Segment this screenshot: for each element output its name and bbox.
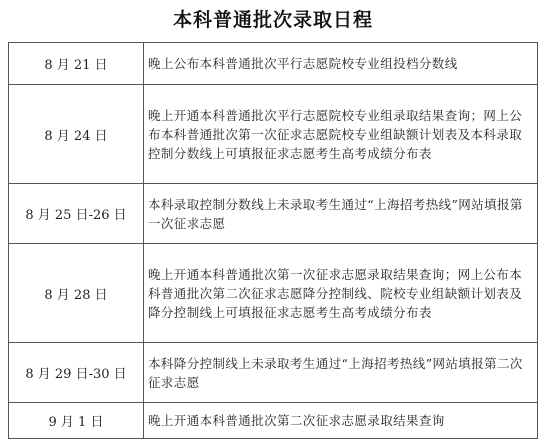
- description-cell: [144, 343, 538, 403]
- table-row: [9, 343, 538, 403]
- table-row: [9, 244, 538, 343]
- description-text: 晚上开通本科普通批次第二次征求志愿录取结果查询: [148, 413, 445, 428]
- description-text: 晚上公布本科普通批次平行志愿院校专业组投档分数线: [148, 56, 458, 71]
- description-text: 本科录取控制分数线上未录取考生通过“上海招考热线”网站填报第一次征求志愿: [148, 196, 523, 231]
- date-cell: 8 月 28 日: [9, 244, 144, 343]
- schedule-table: [8, 42, 538, 439]
- description-cell: [144, 244, 538, 343]
- description-cell: [144, 403, 538, 439]
- table-row: [9, 403, 538, 439]
- description-cell: [144, 43, 538, 85]
- description-cell: [144, 85, 538, 184]
- description-cell: [144, 184, 538, 244]
- date-cell: 8 月 24 日: [9, 85, 144, 184]
- page-title: 本科普通批次录取日程: [172, 9, 373, 31]
- date-cell: 8 月 21 日: [9, 43, 144, 85]
- description-text: 晚上开通本科普通批次平行志愿院校专业组录取结果查询；网上公布本科普通批次第一次征求志愿院校专业组缺额计划表及本科录取控制分数线上可填报征求志愿考生高考成绩分布表: [148, 107, 523, 161]
- date-cell: 8 月 25 日-26 日: [9, 184, 144, 244]
- description-text: 本科降分控制线上未录取考生通过“上海招考热线”网站填报第二次征求志愿: [148, 355, 523, 390]
- description-text: 晚上开通本科普通批次第一次征求志愿录取结果查询；网上公布本科普通批次第二次征求志愿降分控制线、院校专业组缺额计划表及降分控制线上可填报征求志愿考生高考成绩分布表: [148, 266, 523, 320]
- table-row: [9, 184, 538, 244]
- table-row: [9, 85, 538, 184]
- date-cell: 8 月 29 日-30 日: [9, 343, 144, 403]
- date-cell: 9 月 1 日: [9, 403, 144, 439]
- table-row: [9, 43, 538, 85]
